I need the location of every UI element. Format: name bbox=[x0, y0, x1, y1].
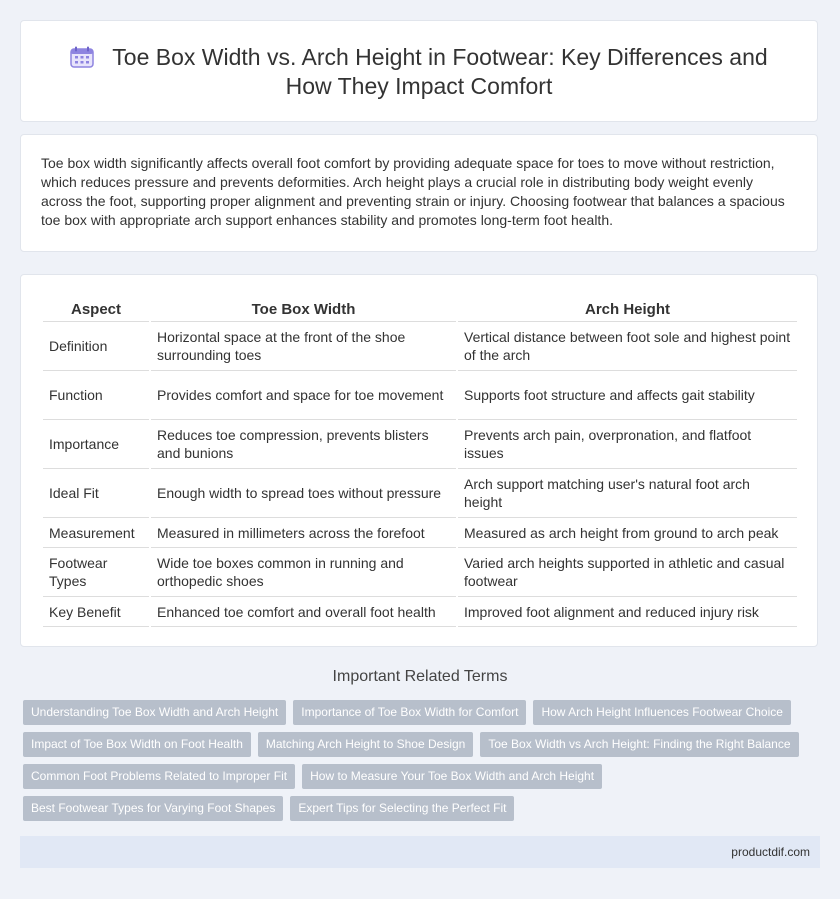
comparison-card bbox=[20, 274, 818, 647]
intro-card bbox=[20, 134, 818, 252]
title-line-2: How They Impact Comfort bbox=[285, 73, 553, 99]
related-term-link[interactable]: Impact of Toe Box Width on Foot Health bbox=[23, 732, 251, 757]
table-header-row bbox=[43, 295, 797, 322]
comparison-table bbox=[41, 295, 799, 627]
footer-site-name: productdif.com bbox=[731, 845, 810, 859]
table-cell: Prevents arch pain, overpronation, and flatfoot issues bbox=[458, 420, 797, 469]
related-term-link[interactable]: How to Measure Your Toe Box Width and Arch Height bbox=[302, 764, 602, 789]
table-cell: Horizontal space at the front of the shoe surrounding toes bbox=[151, 322, 456, 371]
table-cell-aspect: Key Benefit bbox=[43, 597, 149, 627]
table-cell: Enhanced toe comfort and overall foot health bbox=[151, 597, 456, 627]
page-title bbox=[21, 43, 817, 101]
table-cell: Measured in millimeters across the forefoot bbox=[151, 518, 456, 548]
table-cell-aspect: Measurement bbox=[43, 518, 149, 548]
table-cell-aspect: Footwear Types bbox=[43, 548, 149, 597]
related-terms-title: Important Related Terms bbox=[332, 668, 508, 685]
calendar-icon bbox=[70, 46, 96, 68]
related-term-link[interactable]: How Arch Height Influences Footwear Choice bbox=[533, 700, 790, 725]
related-term-link[interactable]: Best Footwear Types for Varying Foot Shapes bbox=[23, 796, 283, 821]
table-cell: Provides comfort and space for toe movement bbox=[151, 371, 456, 420]
related-term-link[interactable]: Importance of Toe Box Width for Comfort bbox=[293, 700, 526, 725]
table-row bbox=[43, 371, 797, 420]
table-row bbox=[43, 420, 797, 469]
table-cell: Varied arch heights supported in athletic and casual footwear bbox=[458, 548, 797, 597]
table-cell-aspect: Function bbox=[43, 371, 149, 420]
related-term-link[interactable]: Expert Tips for Selecting the Perfect Fit bbox=[290, 796, 514, 821]
table-row bbox=[43, 597, 797, 627]
table-cell: Measured as arch height from ground to arch peak bbox=[458, 518, 797, 548]
table-row bbox=[43, 518, 797, 548]
related-terms-list bbox=[23, 700, 803, 828]
header-arch-height: Arch Height bbox=[458, 295, 797, 322]
related-term-link[interactable]: Understanding Toe Box Width and Arch Height bbox=[23, 700, 286, 725]
footer bbox=[20, 836, 820, 868]
header-aspect: Aspect bbox=[43, 295, 149, 322]
table-cell: Improved foot alignment and reduced injury risk bbox=[458, 597, 797, 627]
table-cell: Vertical distance between foot sole and highest point of the arch bbox=[458, 322, 797, 371]
table-cell: Wide toe boxes common in running and orthopedic shoes bbox=[151, 548, 456, 597]
related-term-link[interactable]: Common Foot Problems Related to Improper Fit bbox=[23, 764, 295, 789]
table-cell: Reduces toe compression, prevents blisters and bunions bbox=[151, 420, 456, 469]
header-toe-box-width: Toe Box Width bbox=[151, 295, 456, 322]
intro-paragraph: Toe box width significantly affects overall foot comfort by providing adequate space for toes to move without restriction, which reduces pressure and prevents deformities. Arch height plays a crucial role in distributing body weight evenly across the foot, supporting proper alignment and preventing strain or injury. Choosing footwear that balances a spacious toe box with appropriate arch support enhances stability and promotes long-term foot health. bbox=[41, 155, 785, 228]
table-row bbox=[43, 548, 797, 597]
title-line-1: Toe Box Width vs. Arch Height in Footwear: Key Differences and bbox=[112, 44, 768, 70]
table-row bbox=[43, 322, 797, 371]
related-term-link[interactable]: Toe Box Width vs Arch Height: Finding the Right Balance bbox=[480, 732, 798, 757]
related-term-link[interactable]: Matching Arch Height to Shoe Design bbox=[258, 732, 473, 757]
table-cell-aspect: Definition bbox=[43, 322, 149, 371]
table-cell-aspect: Importance bbox=[43, 420, 149, 469]
table-row bbox=[43, 469, 797, 518]
table-cell: Supports foot structure and affects gait stability bbox=[458, 371, 797, 420]
table-cell: Enough width to spread toes without pressure bbox=[151, 469, 456, 518]
title-card bbox=[20, 20, 818, 122]
table-cell: Arch support matching user's natural foot arch height bbox=[458, 469, 797, 518]
table-cell-aspect: Ideal Fit bbox=[43, 469, 149, 518]
